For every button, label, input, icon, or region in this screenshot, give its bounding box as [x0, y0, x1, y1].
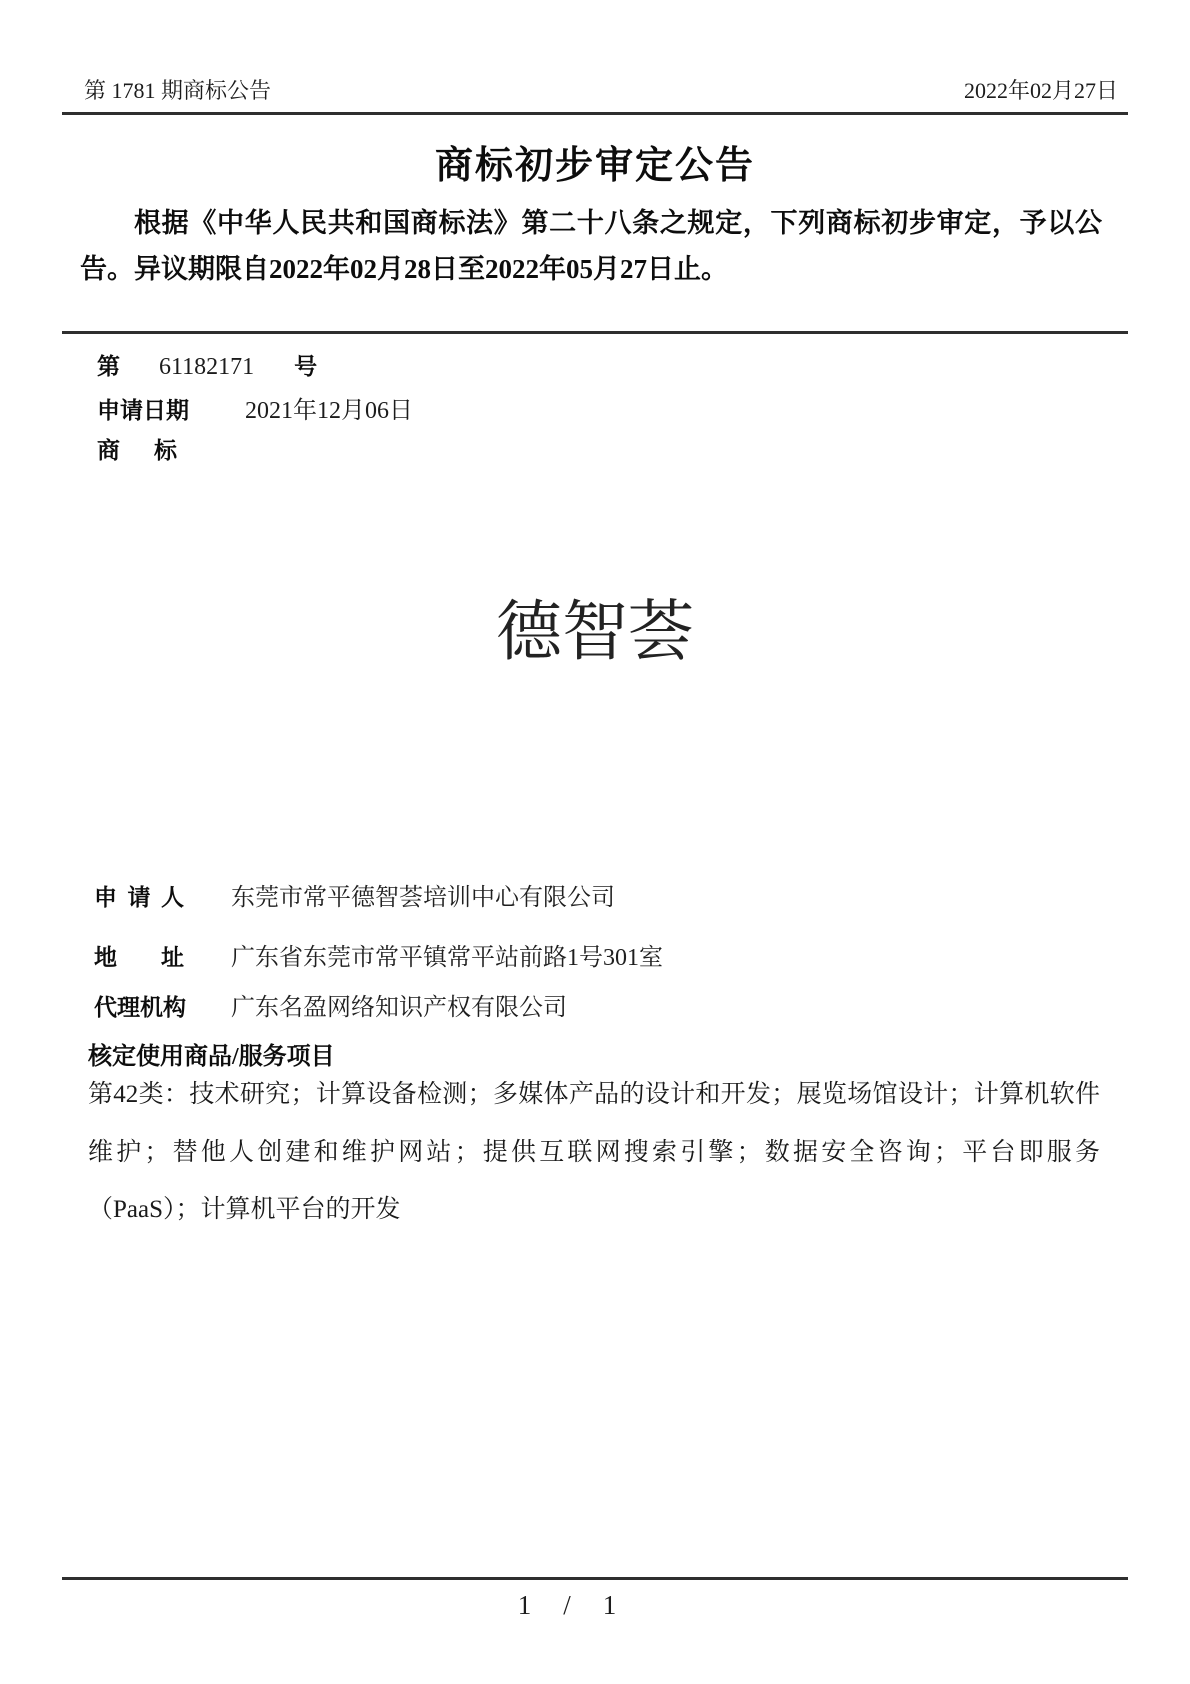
- applicant-row: [62, 877, 1128, 912]
- page-separator: /: [563, 1590, 571, 1620]
- header-divider: [62, 112, 1128, 115]
- agent-value: 广东名盈网络知识产权有限公司: [231, 995, 567, 1021]
- application-date-value: 2021年12月06日: [245, 398, 413, 424]
- trademark-label-row: [62, 432, 1128, 465]
- address-value: 广东省东莞市常平镇常平站前路1号301室: [231, 945, 663, 971]
- total-page-count: 1: [602, 1590, 617, 1620]
- application-date-row: [62, 390, 1128, 425]
- trademark-image-text: 德智荟: [496, 596, 694, 669]
- document-title: 商标初步审定公告: [434, 145, 755, 187]
- gazette-date: 2022年02月27日: [963, 78, 1118, 103]
- goods-services-list: 第42类：技术研究；计算设备检测；多媒体产品的设计和开发；展览场馆设计；计算机软件维护；替他人创建和维护网站；提供互联网搜索引擎；数据安全咨询；平台即服务（PaaS）；计算机平台的开发: [88, 1081, 1100, 1223]
- footer-divider: [62, 1577, 1128, 1580]
- trademark-number-row: [62, 348, 1128, 381]
- applicant-value: 东莞市常平德智荟培训中心有限公司: [231, 885, 615, 911]
- page-header: [62, 74, 1128, 105]
- number-suffix-label: 号: [294, 354, 318, 379]
- trademark-label: 商标: [97, 438, 177, 463]
- page-footer: [34, 1590, 1100, 1621]
- agent-label: 代理机构: [94, 995, 186, 1020]
- current-page-number: 1: [517, 1590, 532, 1620]
- application-date-label: 申请日期: [97, 398, 189, 423]
- address-label: 地址: [94, 945, 184, 970]
- intro-paragraph: 根据《中华人民共和国商标法》第二十八条之规定，下列商标初步审定，予以公告。异议期限自2022年02月28日至2022年05月27日止。: [80, 208, 1102, 284]
- applicant-label: 申请人: [94, 885, 184, 910]
- gazette-issue-number: 第 1781 期商标公告: [84, 78, 272, 103]
- agent-row: [62, 987, 1128, 1022]
- goods-services-heading: 核定使用商品/服务项目: [88, 1044, 335, 1070]
- section-divider: [62, 331, 1128, 334]
- address-row: [62, 937, 1128, 972]
- trademark-number-value: 61182171: [159, 354, 255, 380]
- number-prefix-label: 第: [97, 354, 120, 379]
